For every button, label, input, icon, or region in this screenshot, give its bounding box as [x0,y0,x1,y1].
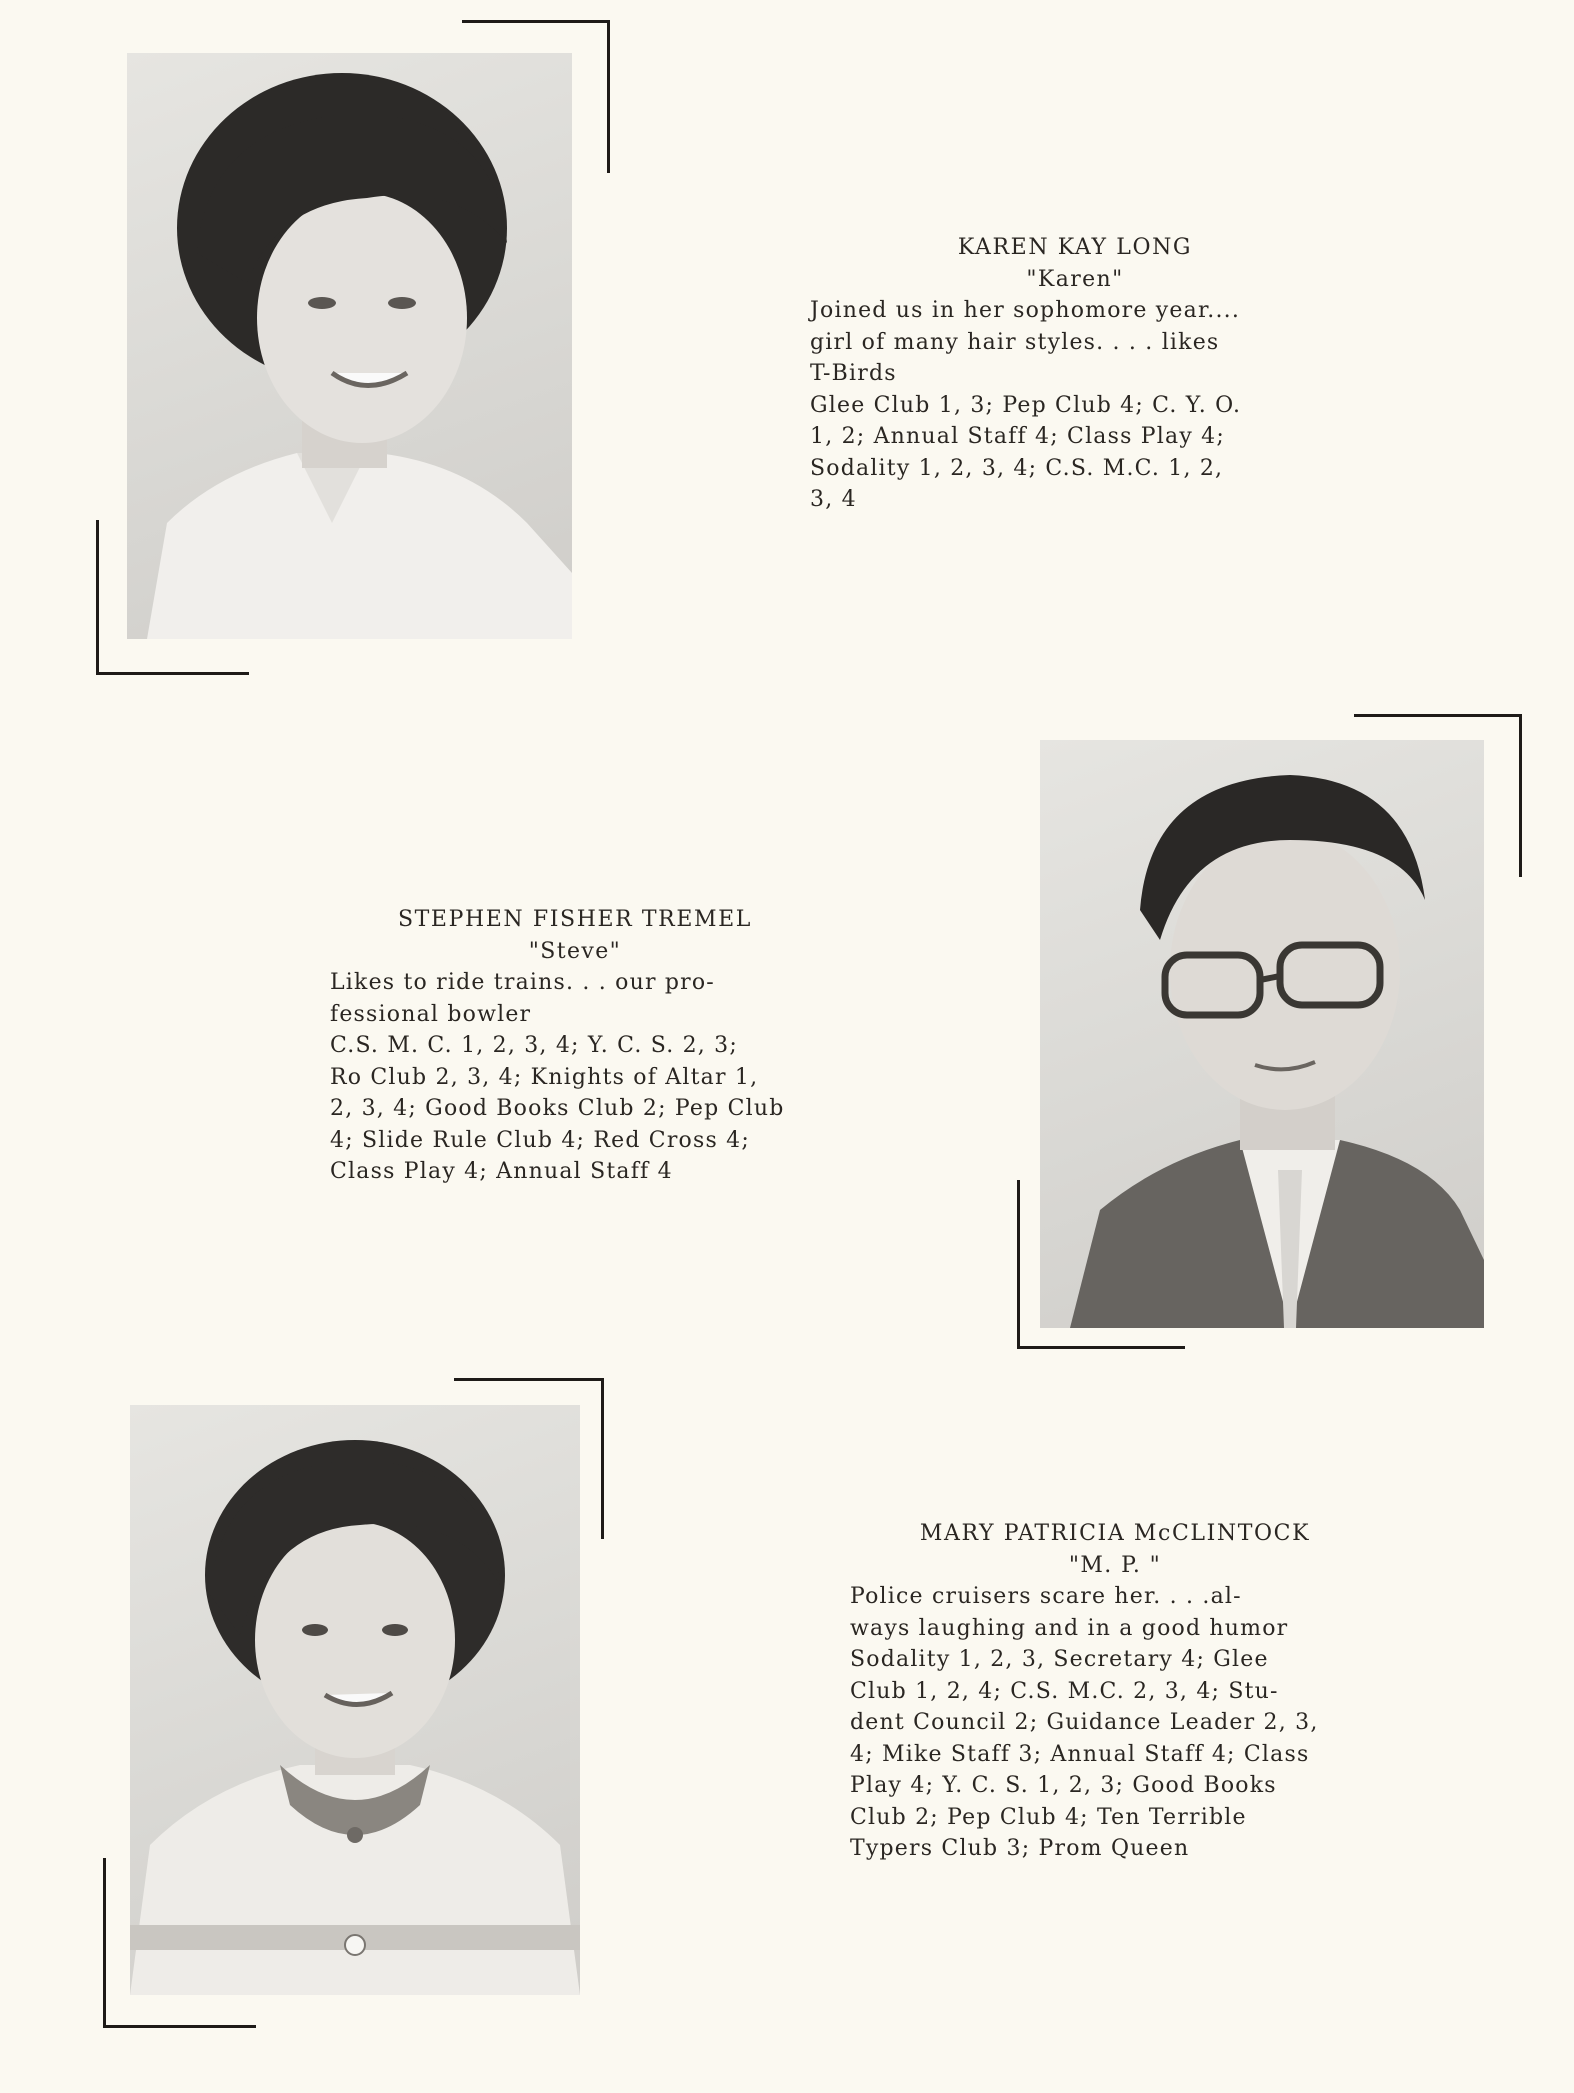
student-name: KAREN KAY LONG [957,235,1193,260]
bio-line: Police cruisers scare her. . . .al- [850,1584,1242,1609]
student-nickname: "Steve" [528,938,622,964]
bio-line: fessional bowler [330,1001,532,1027]
student-name: MARY PATRICIA McCLINTOCK [919,1521,1311,1546]
bio-line: Sodality 1, 2, 3, 4; C.S. M.C. 1, 2, [810,455,1224,481]
student-nickname: "Karen" [1026,266,1124,292]
student-bio-mary [850,1518,1380,1865]
bio-line: Club 2; Pep Club 4; Ten Terrible [850,1804,1247,1830]
bio-line: Class Play 4; Annual Staff 4 [330,1159,673,1184]
bio-line: 2, 3, 4; Good Books Club 2; Pep Club [330,1096,785,1121]
bio-line: dent Council 2; Guidance Leader 2, 3, [850,1710,1319,1735]
bio-line: Typers Club 3; Prom Queen [850,1836,1190,1861]
student-bio-karen [810,232,1340,516]
bio-line: 1, 2; Annual Staff 4; Class Play 4; [810,424,1225,449]
bio-line: C.S. M. C. 1, 2, 3, 4; Y. C. S. 2, 3; [330,1033,738,1058]
student-bio-stephen [330,904,820,1188]
bio-line: Joined us in her sophomore year.... [810,298,1241,323]
student-nickname: "M. P. " [1068,1552,1162,1578]
photo-corner-bottom-left [103,1858,256,2028]
bio-line: Likes to ride trains. . . our pro- [330,970,715,995]
bio-line: Play 4; Y. C. S. 1, 2, 3; Good Books [850,1773,1277,1798]
bio-line: 3, 4 [810,487,857,512]
photo-corner-bottom-left [96,520,249,675]
bio-line: Sodality 1, 2, 3, Secretary 4; Glee [850,1647,1269,1672]
photo-corner-bottom-left [1017,1180,1185,1349]
bio-line: Club 1, 2, 4; C.S. M.C. 2, 3, 4; Stu- [850,1678,1279,1704]
bio-line: Glee Club 1, 3; Pep Club 4; C. Y. O. [810,392,1242,418]
bio-line: T-Birds [810,361,897,386]
bio-line: Ro Club 2, 3, 4; Knights of Altar 1, [330,1064,759,1090]
bio-line: 4; Mike Staff 3; Annual Staff 4; Class [850,1741,1310,1767]
student-name: STEPHEN FISHER TREMEL [397,907,753,932]
bio-line: 4; Slide Rule Club 4; Red Cross 4; [330,1127,750,1153]
bio-line: girl of many hair styles. . . . likes [810,329,1220,355]
bio-line: ways laughing and in a good humor [850,1615,1289,1641]
